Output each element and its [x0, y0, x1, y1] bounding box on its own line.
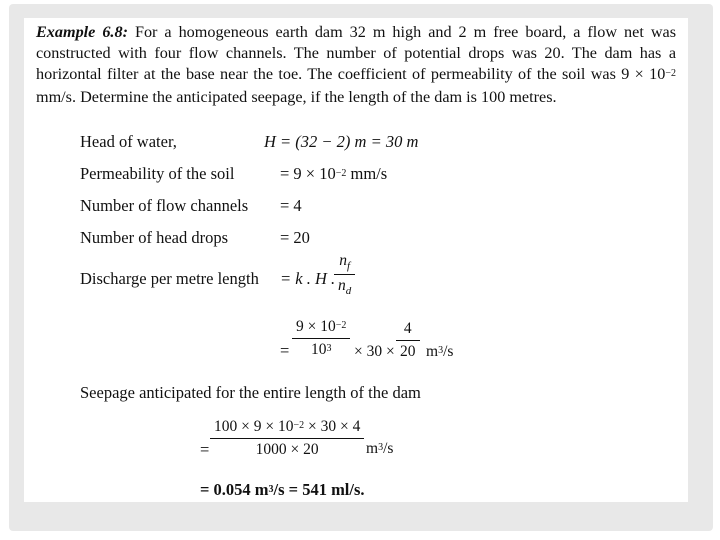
unit-end: /s — [383, 440, 394, 457]
formula-prefix: = k . H . — [280, 269, 336, 288]
unit-exponent: 3 — [438, 345, 444, 356]
problem-exponent: −2 — [665, 68, 676, 79]
given-value: H = (32 − 2) m = 30 m — [264, 132, 419, 151]
numerator — [335, 252, 354, 274]
calc-equals: = — [280, 341, 290, 360]
result-base: = 0.054 m — [200, 480, 269, 499]
example-page — [24, 18, 688, 502]
calc-fraction-1 — [292, 318, 350, 359]
unit-base: m — [366, 440, 379, 457]
unit-exponent: 3 — [378, 442, 384, 453]
nf-symbol: n — [339, 252, 347, 269]
denominator: 1000 × 20 — [255, 441, 319, 458]
problem-text: For a homogeneous earth dam 32 m high and 2 m free board, a flow net was constructed with four flow channels. The number of potential drops was 20. The dam has a horizontal filter at the base near the toe. The coefficient of permeability of the soil was 9 × 10 — [36, 23, 676, 83]
numerator: 4 — [403, 320, 412, 337]
calc-unit — [426, 343, 453, 361]
nf-over-nd — [334, 252, 355, 297]
seepage-label: Seepage anticipated for the entire length of the dam — [80, 383, 421, 402]
value-exponent: −2 — [335, 168, 347, 179]
value-unit: mm/s — [346, 164, 388, 183]
num-exponent: −2 — [335, 320, 347, 331]
value-base: = 9 × 10 — [280, 164, 336, 183]
num-base: 100 × 9 × 10 — [214, 418, 294, 435]
denominator: 20 — [400, 343, 416, 360]
problem-statement — [36, 22, 676, 108]
seepage-unit — [366, 440, 393, 458]
given-label: Number of flow channels — [80, 196, 249, 215]
den-exponent: 3 — [326, 343, 332, 354]
denominator — [334, 275, 355, 297]
given-value: = 4 — [280, 196, 302, 215]
num-end: × 30 × 4 — [304, 418, 361, 435]
unit-end: /s — [443, 343, 454, 360]
nd-subscript: d — [345, 285, 352, 298]
nd-symbol: n — [338, 277, 346, 295]
problem-text-end: mm/s. Determine the anticipated seepage, if the length of the dam is 100 metres. — [36, 88, 557, 106]
seepage-fraction — [210, 418, 364, 459]
num-exponent: −2 — [293, 420, 305, 431]
nf-subscript: f — [346, 260, 351, 273]
den-base: 10 — [310, 341, 327, 358]
given-label: Permeability of the soil — [80, 164, 235, 183]
unit-base: m — [426, 343, 439, 360]
denominator — [307, 339, 336, 359]
calc-fraction-2 — [396, 320, 420, 361]
num-base: 9 × 10 — [296, 318, 336, 335]
discharge-label: Discharge per metre length — [80, 269, 259, 288]
given-value: = 20 — [280, 228, 310, 247]
given-label: Number of head drops — [80, 228, 229, 247]
seepage-result — [200, 480, 365, 500]
given-label: Head of water, — [80, 132, 177, 151]
example-label: Example 6.8: — [36, 23, 128, 41]
result-end: /s = 541 ml/s. — [273, 480, 365, 499]
seepage-equals: = — [200, 440, 210, 459]
numerator — [292, 318, 350, 338]
times-thirty: × 30 × — [354, 343, 395, 360]
given-value — [280, 164, 387, 184]
result-exponent: 3 — [268, 484, 274, 495]
numerator — [210, 418, 364, 438]
